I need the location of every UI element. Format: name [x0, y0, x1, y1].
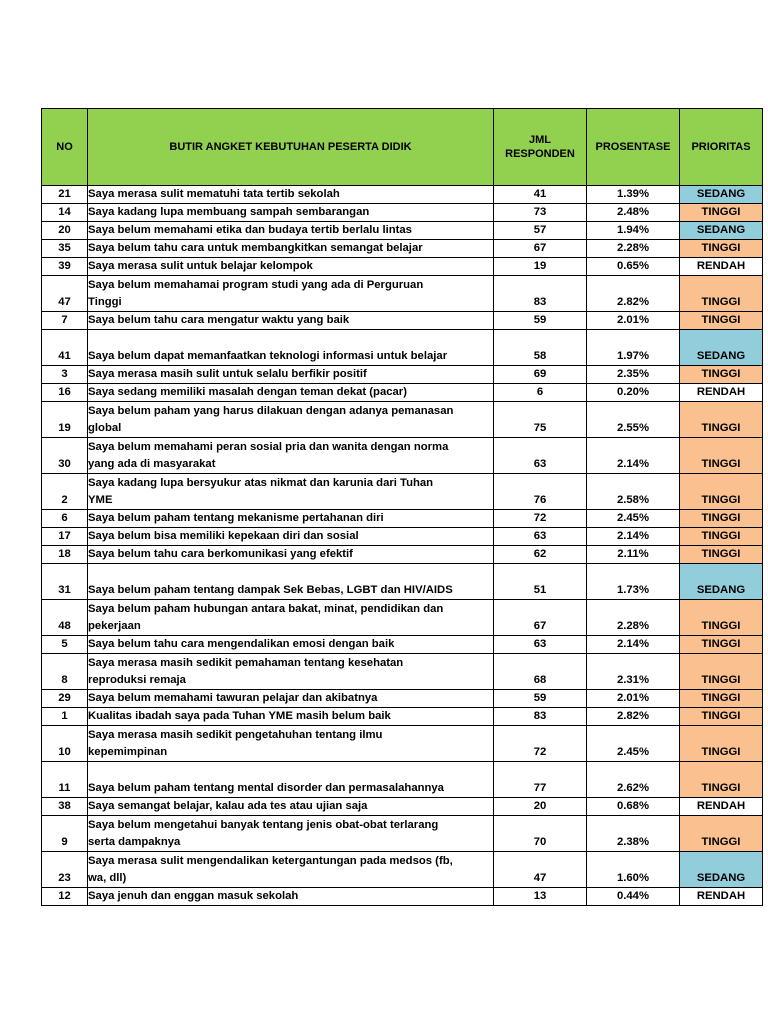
row-prioritas: TINGGI: [680, 546, 763, 564]
row-item: [88, 186, 494, 204]
row-prosentase: 1.39%: [587, 186, 680, 204]
row-jml-responden: 83: [494, 708, 587, 726]
row-item-text: Saya belum dapat memanfaatkan teknologi informasi untuk belajar: [88, 350, 448, 362]
row-item: [88, 222, 494, 240]
row-jml-responden: 13: [494, 888, 587, 906]
table-row: [42, 204, 763, 222]
row-jml-responden: 73: [494, 204, 587, 222]
table-row: [42, 852, 763, 888]
row-prosentase: 2.14%: [587, 528, 680, 546]
row-item-text: Saya belum memahamai program studi yang ada di Perguruan Tinggi: [88, 279, 424, 308]
row-item-text: Saya belum bisa memiliki kepekaan diri dan sosial: [88, 530, 359, 542]
row-item: [88, 726, 494, 762]
row-item-text: Saya belum paham tentang mental disorder dan permasalahannya: [88, 782, 444, 794]
table-row: [42, 474, 763, 510]
row-no: 35: [42, 240, 88, 258]
row-prosentase: 2.58%: [587, 474, 680, 510]
row-jml-responden: 51: [494, 564, 587, 600]
row-prioritas: TINGGI: [680, 600, 763, 636]
row-no: 39: [42, 258, 88, 276]
row-prioritas: TINGGI: [680, 312, 763, 330]
row-jml-responden: 6: [494, 384, 587, 402]
row-item-text: Saya belum memahami tawuran pelajar dan akibatnya: [88, 692, 378, 704]
table-row: [42, 888, 763, 906]
row-item-text: Saya merasa sulit mematuhi tata tertib sekolah: [88, 188, 340, 200]
row-item: [88, 762, 494, 798]
header-no: NO: [42, 109, 88, 186]
row-jml-responden: 47: [494, 852, 587, 888]
table-row: [42, 330, 763, 366]
row-prosentase: 2.82%: [587, 276, 680, 312]
row-no: 10: [42, 726, 88, 762]
row-prosentase: 2.45%: [587, 510, 680, 528]
row-no: 31: [42, 564, 88, 600]
row-prioritas: RENDAH: [680, 384, 763, 402]
row-prosentase: 2.28%: [587, 600, 680, 636]
table-row: [42, 528, 763, 546]
survey-needs-table: [41, 108, 763, 906]
row-prosentase: 2.14%: [587, 636, 680, 654]
row-jml-responden: 63: [494, 528, 587, 546]
table-row: [42, 258, 763, 276]
row-item: [88, 564, 494, 600]
table-row: [42, 636, 763, 654]
row-no: 21: [42, 186, 88, 204]
row-item-text: Saya merasa masih sulit untuk selalu berfikir positif: [88, 368, 367, 380]
table-row: [42, 384, 763, 402]
row-item-text: Saya belum memahami peran sosial pria dan wanita dengan norma yang ada di masyarakat: [88, 441, 449, 470]
row-prioritas: TINGGI: [680, 762, 763, 798]
table-row: [42, 276, 763, 312]
row-no: 18: [42, 546, 88, 564]
row-prosentase: 2.01%: [587, 312, 680, 330]
table-row: [42, 546, 763, 564]
row-prosentase: 2.35%: [587, 366, 680, 384]
row-jml-responden: 67: [494, 240, 587, 258]
table-row: [42, 762, 763, 798]
row-jml-responden: 59: [494, 690, 587, 708]
row-item: [88, 384, 494, 402]
row-item: [88, 888, 494, 906]
row-prioritas: RENDAH: [680, 798, 763, 816]
row-item: [88, 708, 494, 726]
row-prioritas: TINGGI: [680, 204, 763, 222]
table-row: [42, 366, 763, 384]
row-item-text: Saya merasa masih sedikit pengetahuhan tentang ilmu kepemimpinan: [88, 729, 383, 758]
row-prosentase: 2.31%: [587, 654, 680, 690]
row-prosentase: 0.65%: [587, 258, 680, 276]
row-item: [88, 816, 494, 852]
table-row: [42, 186, 763, 204]
row-jml-responden: 72: [494, 726, 587, 762]
row-jml-responden: 69: [494, 366, 587, 384]
row-no: 30: [42, 438, 88, 474]
header-prosentase: PROSENTASE: [587, 109, 680, 186]
row-no: 48: [42, 600, 88, 636]
table-row: [42, 438, 763, 474]
table-row: [42, 222, 763, 240]
row-prioritas: RENDAH: [680, 258, 763, 276]
row-prosentase: 2.48%: [587, 204, 680, 222]
row-item: [88, 258, 494, 276]
row-prioritas: TINGGI: [680, 276, 763, 312]
row-jml-responden: 75: [494, 402, 587, 438]
row-jml-responden: 57: [494, 222, 587, 240]
row-prosentase: 2.55%: [587, 402, 680, 438]
row-item: [88, 600, 494, 636]
row-prioritas: TINGGI: [680, 438, 763, 474]
row-prioritas: TINGGI: [680, 366, 763, 384]
row-item-text: Saya belum paham tentang mekanisme pertahanan diri: [88, 512, 384, 524]
row-item-text: Saya kadang lupa membuang sampah sembarangan: [88, 206, 370, 218]
row-item: [88, 402, 494, 438]
row-item: [88, 312, 494, 330]
row-jml-responden: 19: [494, 258, 587, 276]
table-row: [42, 600, 763, 636]
row-prosentase: 1.60%: [587, 852, 680, 888]
row-item-text: Saya merasa masih sedikit pemahaman tentang kesehatan reproduksi remaja: [88, 657, 404, 686]
row-prioritas: TINGGI: [680, 510, 763, 528]
row-item: [88, 330, 494, 366]
row-no: 20: [42, 222, 88, 240]
row-item-text: Saya merasa sulit untuk belajar kelompok: [88, 260, 313, 272]
table-row: [42, 708, 763, 726]
row-item-text: Saya belum paham hubungan antara bakat, minat, pendidikan dan pekerjaan: [88, 603, 444, 632]
table-row: [42, 402, 763, 438]
row-prioritas: TINGGI: [680, 240, 763, 258]
row-jml-responden: 20: [494, 798, 587, 816]
row-prosentase: 1.97%: [587, 330, 680, 366]
row-item-text: Saya belum paham tentang dampak Sek Bebas, LGBT dan HIV/AIDS: [88, 584, 453, 596]
row-prosentase: 0.44%: [587, 888, 680, 906]
row-no: 23: [42, 852, 88, 888]
row-no: 12: [42, 888, 88, 906]
row-item-text: Saya belum tahu cara berkomunikasi yang efektif: [88, 548, 353, 560]
row-prioritas: RENDAH: [680, 888, 763, 906]
row-item-text: Saya belum paham yang harus dilakuan dengan adanya pemanasan global: [88, 405, 454, 434]
row-prioritas: TINGGI: [680, 636, 763, 654]
row-prioritas: TINGGI: [680, 528, 763, 546]
row-item: [88, 654, 494, 690]
row-prioritas: TINGGI: [680, 816, 763, 852]
row-item: [88, 798, 494, 816]
row-prosentase: 2.11%: [587, 546, 680, 564]
row-no: 2: [42, 474, 88, 510]
row-no: 19: [42, 402, 88, 438]
row-prioritas: TINGGI: [680, 708, 763, 726]
header-jml-responden: JML RESPONDEN: [494, 109, 587, 186]
row-jml-responden: 76: [494, 474, 587, 510]
row-prioritas: TINGGI: [680, 690, 763, 708]
row-no: 41: [42, 330, 88, 366]
table-row: [42, 564, 763, 600]
row-item: [88, 366, 494, 384]
row-prosentase: 2.62%: [587, 762, 680, 798]
row-item-text: Saya semangat belajar, kalau ada tes atau ujian saja: [88, 800, 368, 812]
row-jml-responden: 72: [494, 510, 587, 528]
row-jml-responden: 83: [494, 276, 587, 312]
row-jml-responden: 67: [494, 600, 587, 636]
row-jml-responden: 68: [494, 654, 587, 690]
row-no: 6: [42, 510, 88, 528]
row-no: 38: [42, 798, 88, 816]
row-item: [88, 204, 494, 222]
row-no: 16: [42, 384, 88, 402]
table-row: [42, 798, 763, 816]
table-row: [42, 816, 763, 852]
row-item: [88, 690, 494, 708]
row-no: 7: [42, 312, 88, 330]
row-item: [88, 636, 494, 654]
row-prosentase: 2.01%: [587, 690, 680, 708]
row-no: 29: [42, 690, 88, 708]
table-row: [42, 690, 763, 708]
row-jml-responden: 63: [494, 636, 587, 654]
row-jml-responden: 59: [494, 312, 587, 330]
table-row: [42, 654, 763, 690]
header-row: [42, 109, 763, 186]
row-item-text: Saya kadang lupa bersyukur atas nikmat dan karunia dari Tuhan YME: [88, 477, 434, 506]
row-prosentase: 0.68%: [587, 798, 680, 816]
row-no: 5: [42, 636, 88, 654]
row-no: 8: [42, 654, 88, 690]
row-prosentase: 0.20%: [587, 384, 680, 402]
row-prioritas: TINGGI: [680, 726, 763, 762]
row-item: [88, 852, 494, 888]
row-item-text: Saya sedang memiliki masalah dengan teman dekat (pacar): [88, 386, 407, 398]
row-item-text: Kualitas ibadah saya pada Tuhan YME masih belum baik: [88, 710, 391, 722]
row-jml-responden: 70: [494, 816, 587, 852]
table-row: [42, 510, 763, 528]
row-item-text: Saya belum memahami etika dan budaya tertib berlalu lintas: [88, 224, 412, 236]
row-item: [88, 438, 494, 474]
row-prosentase: 2.28%: [587, 240, 680, 258]
table-row: [42, 240, 763, 258]
row-no: 1: [42, 708, 88, 726]
header-prioritas: PRIORITAS: [680, 109, 763, 186]
row-no: 47: [42, 276, 88, 312]
row-item-text: Saya belum tahu cara mengatur waktu yang baik: [88, 314, 350, 326]
row-prosentase: 2.82%: [587, 708, 680, 726]
row-jml-responden: 63: [494, 438, 587, 474]
row-no: 17: [42, 528, 88, 546]
row-item-text: Saya jenuh dan enggan masuk sekolah: [88, 890, 299, 902]
row-item-text: Saya belum tahu cara mengendalikan emosi dengan baik: [88, 638, 395, 650]
row-item: [88, 276, 494, 312]
row-item-text: Saya belum tahu cara untuk membangkitkan semangat belajar: [88, 242, 423, 254]
row-jml-responden: 77: [494, 762, 587, 798]
table-row: [42, 726, 763, 762]
row-prosentase: 1.73%: [587, 564, 680, 600]
row-prosentase: 2.45%: [587, 726, 680, 762]
row-prioritas: TINGGI: [680, 402, 763, 438]
header-item: BUTIR ANGKET KEBUTUHAN PESERTA DIDIK: [88, 109, 494, 186]
row-item: [88, 546, 494, 564]
row-jml-responden: 62: [494, 546, 587, 564]
row-prioritas: SEDANG: [680, 222, 763, 240]
row-no: 9: [42, 816, 88, 852]
row-item: [88, 510, 494, 528]
row-no: 14: [42, 204, 88, 222]
table-row: [42, 312, 763, 330]
row-prosentase: 2.38%: [587, 816, 680, 852]
row-prosentase: 2.14%: [587, 438, 680, 474]
row-item: [88, 240, 494, 258]
row-no: 11: [42, 762, 88, 798]
row-prioritas: SEDANG: [680, 852, 763, 888]
row-item: [88, 474, 494, 510]
row-jml-responden: 58: [494, 330, 587, 366]
row-item: [88, 528, 494, 546]
row-item-text: Saya merasa sulit mengendalikan ketergantungan pada medsos (fb, wa, dll): [88, 855, 453, 884]
row-prioritas: SEDANG: [680, 330, 763, 366]
row-prioritas: SEDANG: [680, 564, 763, 600]
row-jml-responden: 41: [494, 186, 587, 204]
row-prioritas: TINGGI: [680, 654, 763, 690]
row-prosentase: 1.94%: [587, 222, 680, 240]
row-item-text: Saya belum mengetahui banyak tentang jenis obat-obat terlarang serta dampaknya: [88, 819, 439, 848]
row-no: 3: [42, 366, 88, 384]
row-prioritas: TINGGI: [680, 474, 763, 510]
row-prioritas: SEDANG: [680, 186, 763, 204]
